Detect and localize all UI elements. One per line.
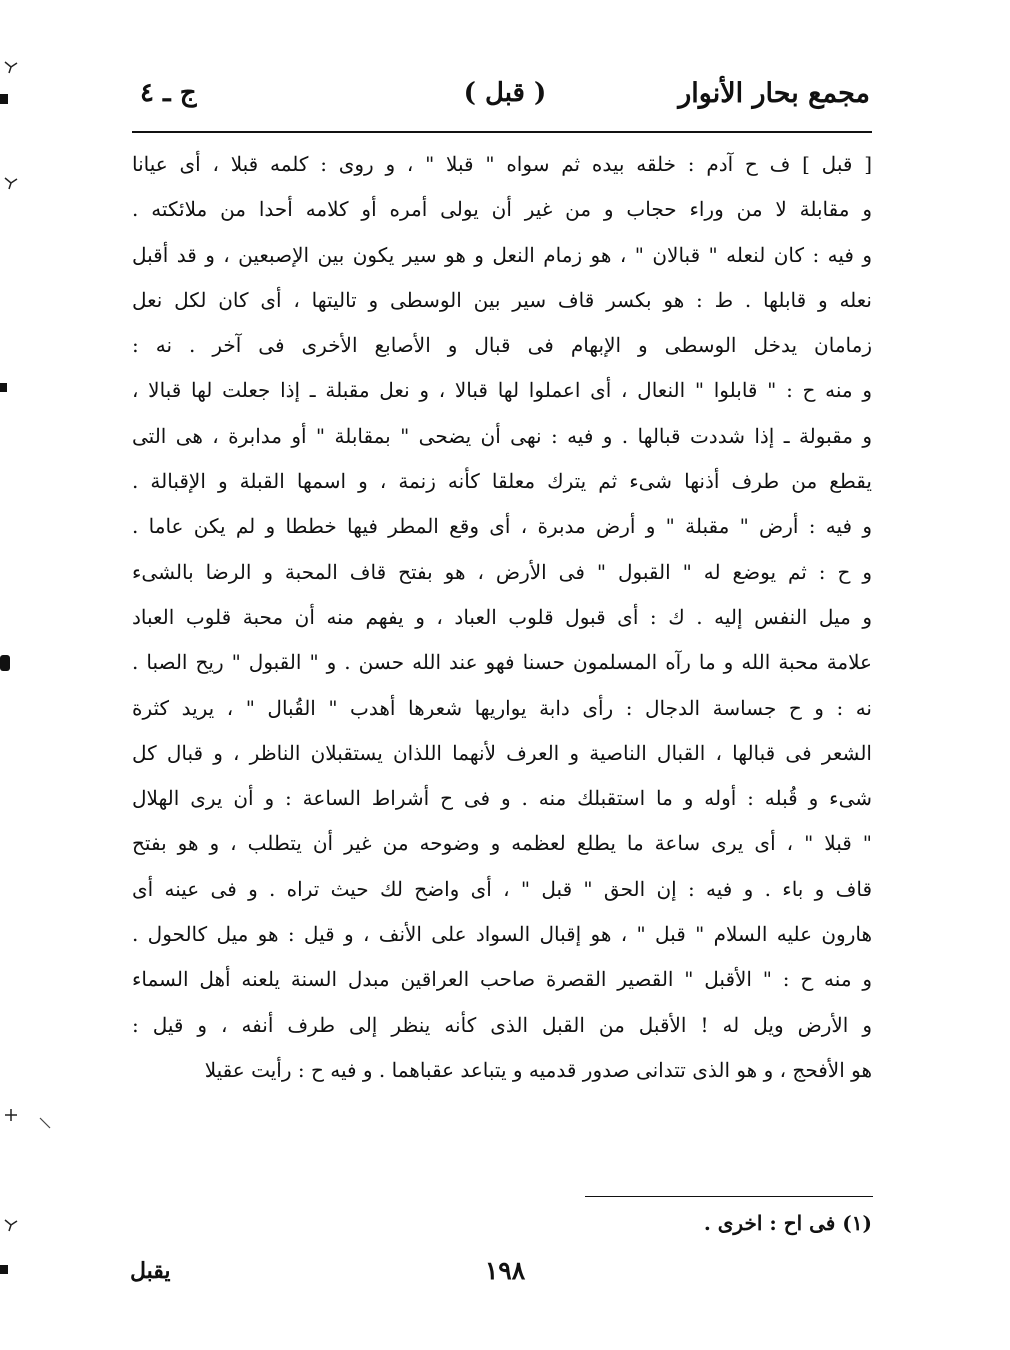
scan-mark-icon: [4, 60, 18, 74]
scan-mark-icon: [38, 1116, 52, 1130]
text-line: [ قبل ] ف ح آدم : خلقه بيده ثم سواه " قبلا " ، و روى : كلمه قبلا ، أى عيانا: [132, 152, 872, 176]
entry-heading: ( قبل ): [463, 78, 547, 108]
text-line: و منه ح : " الأقبل " القصير القصرة صاحب العراقين مبدل السنة يلعنه أهل السماء: [132, 967, 872, 992]
footnote-rule: [585, 1196, 873, 1197]
text-line: شىء و قُبله : أوله و ما استقبلك منه . و فى ح أشراط الساعة : و أن يرى الهلال: [132, 786, 872, 811]
scan-mark-icon: [4, 1108, 18, 1122]
page-header: [140, 78, 870, 124]
text-line: هارون عليه السلام " قبل " ، هو إقبال السواد على الأنف ، و قيل : هو ميل كالحول .: [132, 922, 872, 947]
text-line: و الأرض ويل له ! الأقبل من القبل الذى كأنه ينظر إلى طرف أنفه ، و قيل :: [132, 1012, 872, 1037]
text-line: هو الأفحج ، و هو الذى تتدانى صدور قدميه و يتباعد عقباهما . و فيه ح : رأيت عقيلا: [204, 1057, 872, 1082]
text-line: و مقبولة ـ إذا شددت قبالها . و فيه : نهى أن يضحى " بمقابلة " أو مدابرة ، هى التى: [132, 423, 872, 448]
page-number: ١٩٨: [484, 1256, 526, 1285]
book-title: مجمع بحار الأنوار: [678, 78, 870, 109]
header-rule: [132, 131, 872, 133]
text-line: نه : و ح جساسة الدجال : رأى دابة يواريها شعرها أهدب " القُبال " ، يريد كثرة: [132, 695, 872, 720]
body-text: [132, 142, 872, 1093]
scan-mark-icon: [4, 176, 18, 190]
footnote: (١) فى اح : اخرى .: [703, 1211, 872, 1235]
text-line: يقطع من طرف أذنها شىء ثم يترك معلقا كأنه زنمة ، و اسمها القبلة و الإقبالة .: [132, 469, 872, 494]
text-line: نعله و قابلها . ط : هو بكسر قاف سير بين الوسطى و تاليتها ، أى كان لكل نعل: [132, 287, 872, 312]
catchword: يقبل: [130, 1258, 171, 1284]
text-line: قاف و باء . و فيه : إن الحق " قبل " ، أى واضح لك حيث تراه . و فى عينه أى: [132, 876, 872, 901]
scan-mark-icon: [0, 1265, 8, 1274]
text-line: علامة محبة الله و ما رآه المسلمون حسنا فهو عند الله حسن . و " القبول " ريح الصبا .: [132, 650, 872, 675]
text-line: و ميل النفس إليه . ك : أى قبول قلوب العباد ، و يفهم منه أن محبة قلوب العباد: [132, 604, 872, 629]
scan-mark-icon: [0, 94, 8, 104]
text-line: الشعر فى قبالها ، القبال الناصية و العرف لأنهما اللذان يستقبلان الناظر ، و قبال كل: [132, 740, 872, 765]
text-line: زمامان يدخل الوسطى و الإبهام فى قبال و الأصابع الأخرى فى آخر . نه :: [132, 333, 872, 358]
scan-mark-icon: [0, 655, 10, 671]
text-line: " قبلا " ، أى يرى ساعة ما يطلع لعظمه و وضوحه من غير أن يتطلب ، و هو بفتح: [132, 831, 872, 856]
text-line: و فيه : أرض " مقبلة " و أرض مدبرة ، أى وقع المطر فيها خططا و لم يكن عاما .: [132, 514, 872, 539]
scan-mark-icon: [0, 383, 7, 392]
volume-label: ج ـ ٤: [140, 78, 197, 108]
text-line: و فيه : كان لنعله " قبالان " ، هو زمام النعل و هو سير يكون بين الإصبعين ، و قد أقبل: [132, 242, 872, 267]
scan-mark-icon: [4, 1218, 18, 1232]
text-line: و مقابلة لا من وراء حجاب و من غير أن يولى أمره أو كلامه أحدا من ملائكته .: [132, 197, 872, 222]
text-line: و ح : ثم يوضع له " القبول " فى الأرض ، هو بفتح قاف المحبة و الرضا بالشىء: [132, 559, 872, 584]
text-line: و منه ح : " قابلوا " النعال ، أى اعملوا لها قبالا ، و نعل مقبلة ـ إذا جعلت لها قبالا ،: [132, 378, 872, 403]
